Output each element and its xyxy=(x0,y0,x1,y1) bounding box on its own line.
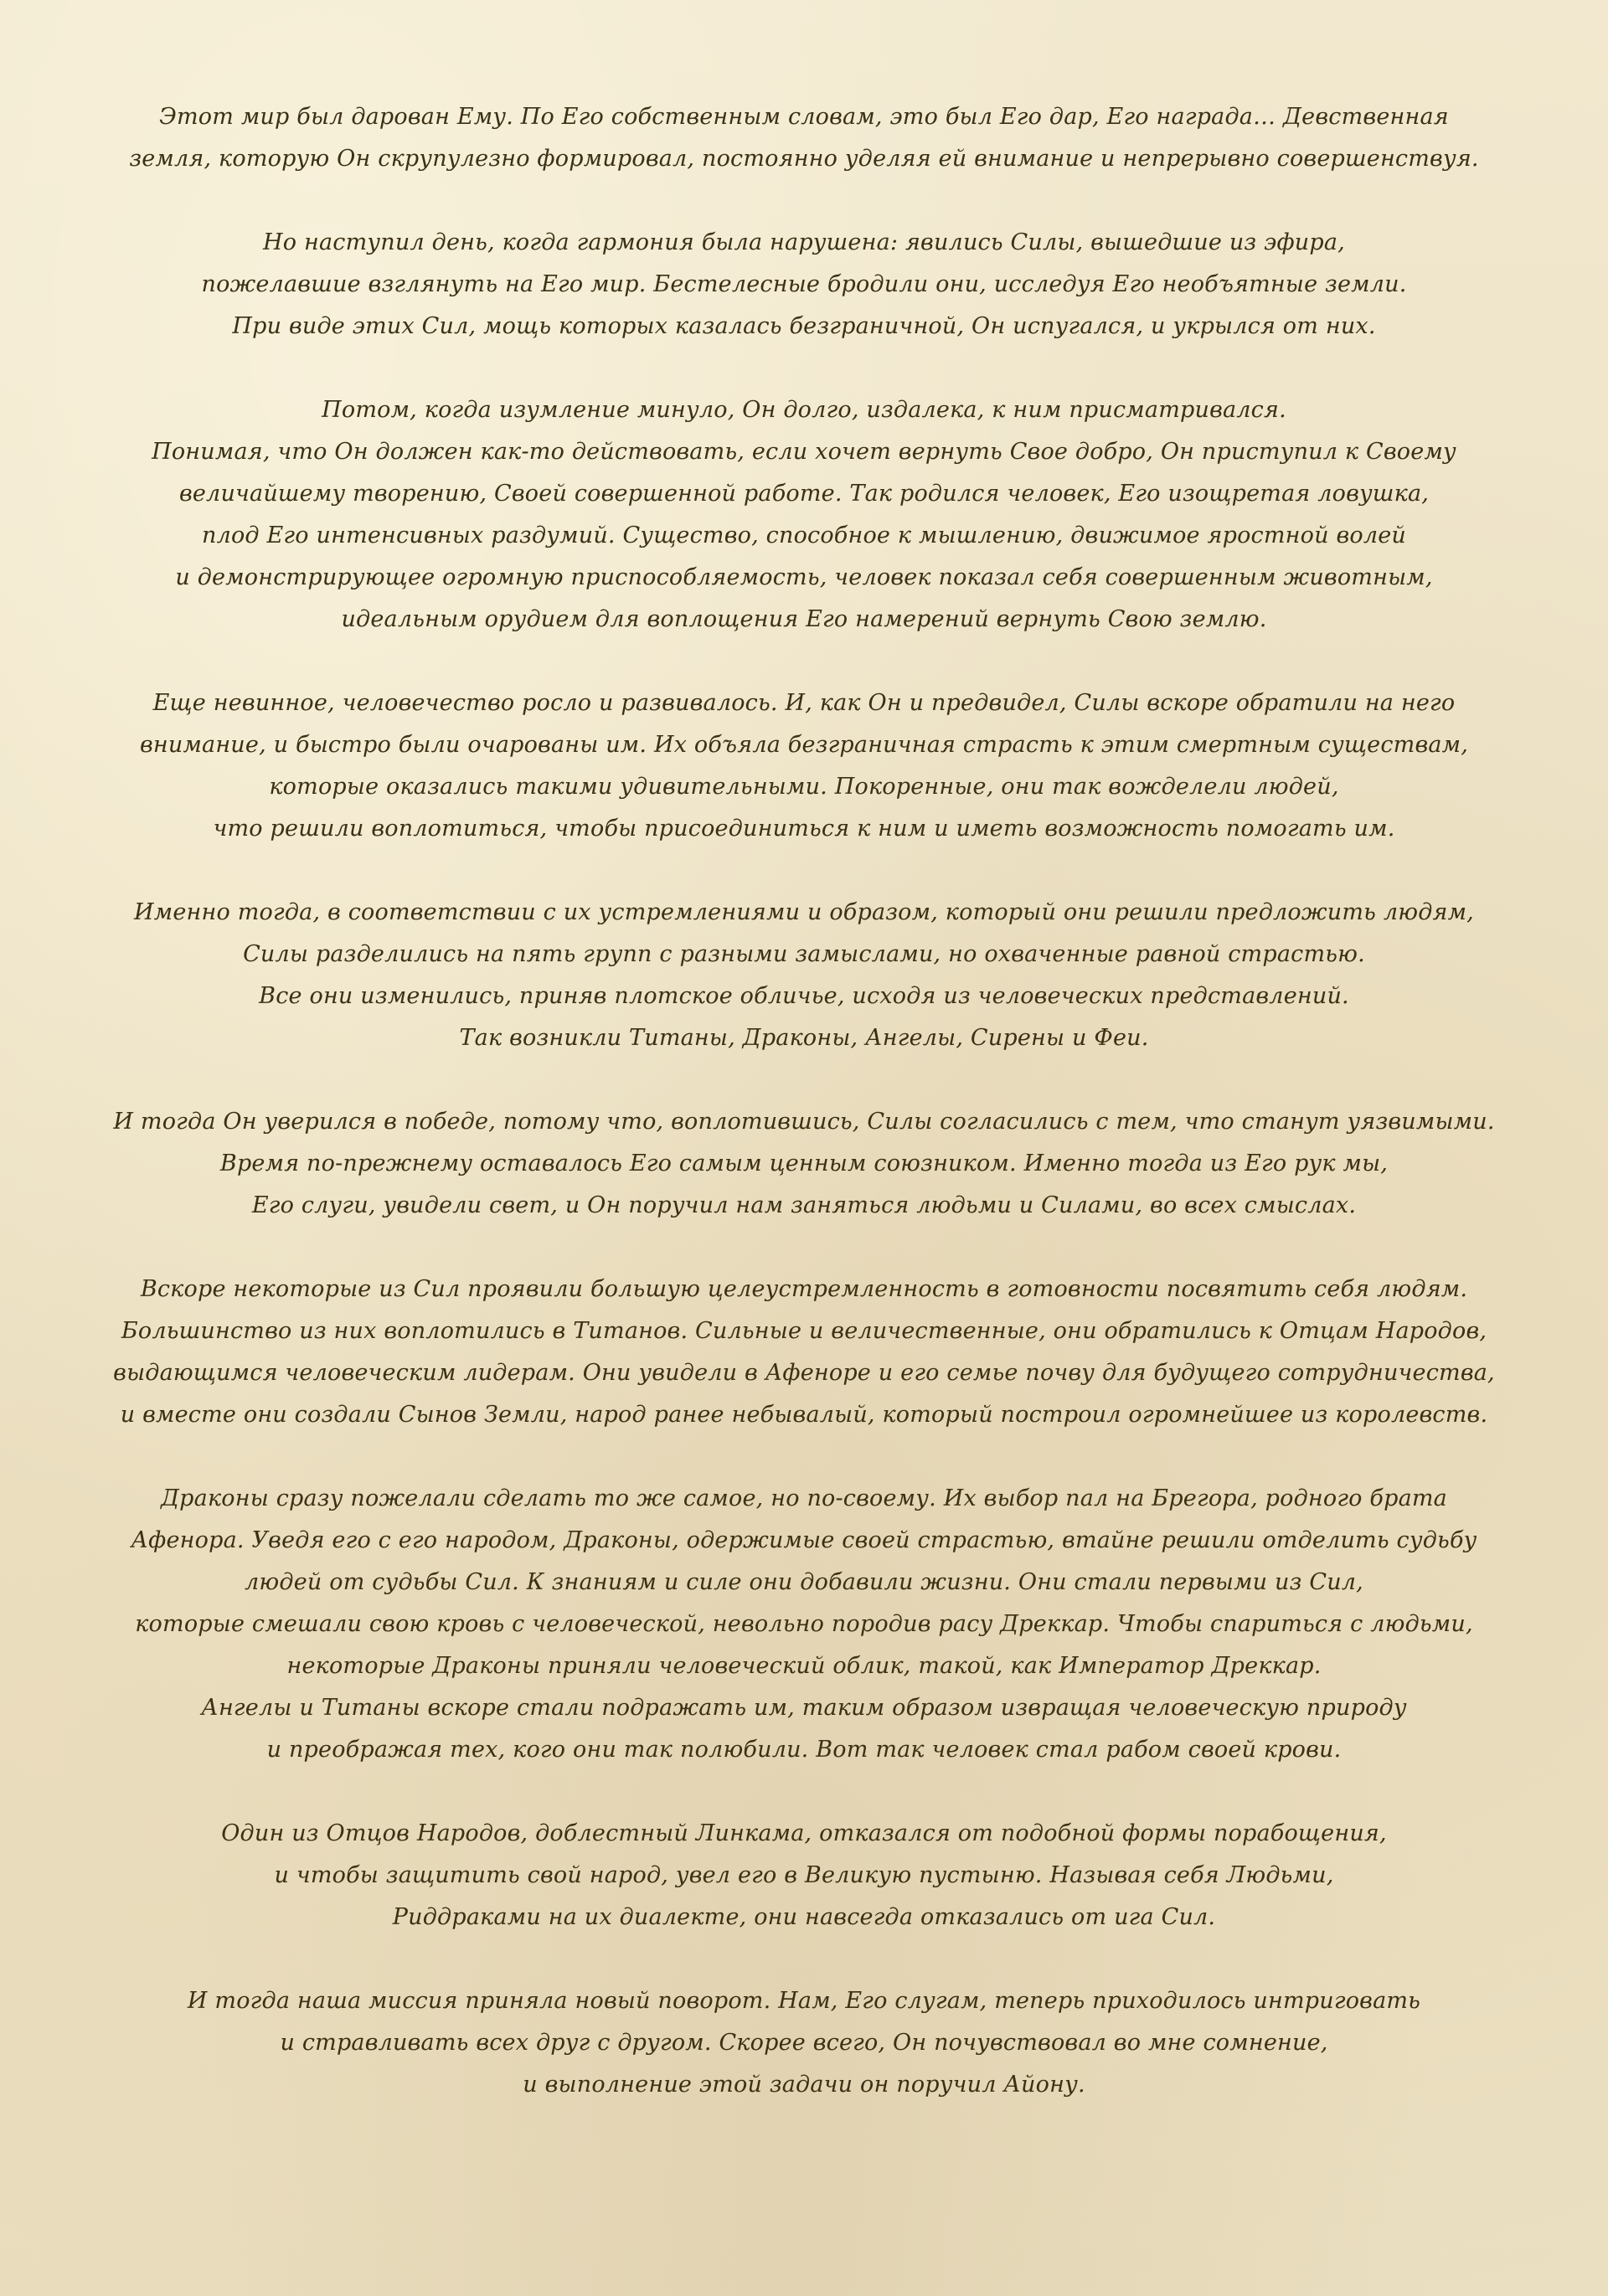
text-line: выдающимся человеческим лидерам. Они увидели в Афеноре и его семье почву для будущего сотрудничества, xyxy=(113,1360,1495,1386)
text-line: Ангелы и Титаны вскоре стали подражать им, таким образом извращая человеческую природу xyxy=(201,1695,1407,1721)
text-line: внимание, и быстро были очарованы им. Их объяла безграничная страсть к этим смертным существам, xyxy=(139,732,1469,758)
text-line: И тогда наша миссия приняла новый поворот. Нам, Его слугам, теперь приходилось интриговать xyxy=(187,1988,1421,2014)
text-line: плод Его интенсивных раздумий. Существо, способное к мышлению, движимое яростной волей xyxy=(201,523,1406,548)
text-line: Время по-прежнему оставалось Его самым ценным союзником. Именно тогда из Его рук мы, xyxy=(219,1151,1389,1176)
paragraph-5 xyxy=(100,892,1508,1059)
text-line: При виде этих Сил, мощь которых казалась безграничной, Он испугался, и укрылся от них. xyxy=(232,313,1376,339)
text-line: Потом, когда изумление минуло, Он долго, издалека, к ним присматривался. xyxy=(322,397,1286,423)
paragraph-3 xyxy=(100,389,1508,641)
paragraph-6 xyxy=(100,1101,1508,1227)
text-line: И тогда Он уверился в победе, потому что, воплотившись, Силы согласились с тем, что станут уязвимыми. xyxy=(113,1109,1495,1135)
text-line: Силы разделились на пять групп с разными замыслами, но охваченные равной страстью. xyxy=(243,941,1365,967)
text-line: Большинство из них воплотились в Титанов. Сильные и величественные, они обратились к Отцам Народов, xyxy=(121,1318,1487,1344)
text-line: которые смешали свою кровь с человеческой, невольно породив расу Дреккар. Чтобы спариться с людьми, xyxy=(135,1611,1473,1637)
text-line: Риддраками на их диалекте, они навсегда отказались от ига Сил. xyxy=(392,1904,1216,1930)
text-line: и выполнение этой задачи он поручил Айону. xyxy=(523,2072,1085,2098)
text-line: людей от судьбы Сил. К знаниям и силе они добавили жизни. Они стали первыми из Сил, xyxy=(245,1569,1363,1595)
text-line: Все они изменились, приняв плотское обличье, исходя из человеческих представлений. xyxy=(259,983,1349,1009)
paragraph-2 xyxy=(100,222,1508,347)
text-line: что решили воплотиться, чтобы присоединиться к ним и иметь возможность помогать им. xyxy=(213,816,1395,842)
text-line: Афенора. Уведя его с его народом, Драконы, одержимые своей страстью, втайне решили отделить судьбу xyxy=(131,1527,1477,1553)
paragraph-10 xyxy=(100,1980,1508,2106)
text-line: идеальным орудием для воплощения Его намерений вернуть Свою землю. xyxy=(341,606,1267,632)
paragraph-8 xyxy=(100,1478,1508,1771)
text-line: и чтобы защитить свой народ, увел его в Великую пустыню. Называя себя Людьми, xyxy=(274,1862,1334,1888)
text-line: Именно тогда, в соответствии с их устремлениями и образом, который они решили предложить людям, xyxy=(134,899,1474,925)
text-line: Так возникли Титаны, Драконы, Ангелы, Сирены и Феи. xyxy=(459,1025,1149,1051)
text-line: земля, которую Он скрупулезно формировал, постоянно уделяя ей внимание и непрерывно совершенствуя. xyxy=(129,146,1479,172)
text-line: Но наступил день, когда гармония была нарушена: явились Силы, вышедшие из эфира, xyxy=(263,229,1345,255)
text-line: Драконы сразу пожелали сделать то же самое, но по-своему. Их выбор пал на Брегора, родного брата xyxy=(161,1485,1447,1511)
text-line: Его слуги, увидели свет, и Он поручил нам заняться людьми и Силами, во всех смыслах. xyxy=(251,1192,1357,1218)
text-line: и преображая тех, кого они так полюбили. Вот так человек стал рабом своей крови. xyxy=(266,1737,1342,1763)
paragraph-4 xyxy=(100,682,1508,850)
paragraph-1 xyxy=(100,96,1508,180)
text-line: Этот мир был дарован Ему. По Его собственным словам, это был Его дар, Его награда… Девственная xyxy=(159,104,1449,130)
text-line: и вместе они создали Сынов Земли, народ ранее небывалый, который построил огромнейшее из королевств. xyxy=(120,1402,1488,1428)
text-line: величайшему творению, Своей совершенной работе. Так родился человек, Его изощрeтая ловушка, xyxy=(178,481,1430,507)
text-line: и стравливать всех друг с другом. Скорее всего, Он почувствовал во мне сомнение, xyxy=(280,2030,1328,2056)
text-line: пожелавшие взглянуть на Его мир. Бестелесные бродили они, исследуя Его необъятные земли. xyxy=(201,271,1407,297)
text-line: Понимая, что Он должен как-то действовать, если хочет вернуть Свое добро, Он приступил к Своему xyxy=(152,439,1456,465)
text-line: которые оказались такими удивительными. Покоренные, они так вожделели людей, xyxy=(269,774,1339,800)
text-line: Вскоре некоторые из Сил проявили большую целеустремленность в готовности посвятить себя людям. xyxy=(140,1276,1468,1302)
paragraph-7 xyxy=(100,1269,1508,1436)
text-line: Один из Отцов Народов, доблестный Линкама, отказался от подобной формы порабощения, xyxy=(221,1820,1387,1846)
manuscript-page xyxy=(100,96,1508,2240)
text-line: Еще невинное, человечество росло и развивалось. И, как Он и предвидел, Силы вскоре обратили на него xyxy=(152,690,1456,716)
text-line: и демонстрирующее огромную приспособляемость, человек показал себя совершенным животным, xyxy=(175,564,1433,590)
paragraph-9 xyxy=(100,1813,1508,1938)
text-line: некоторые Драконы приняли человеческий облик, такой, как Император Дреккар. xyxy=(286,1653,1322,1679)
